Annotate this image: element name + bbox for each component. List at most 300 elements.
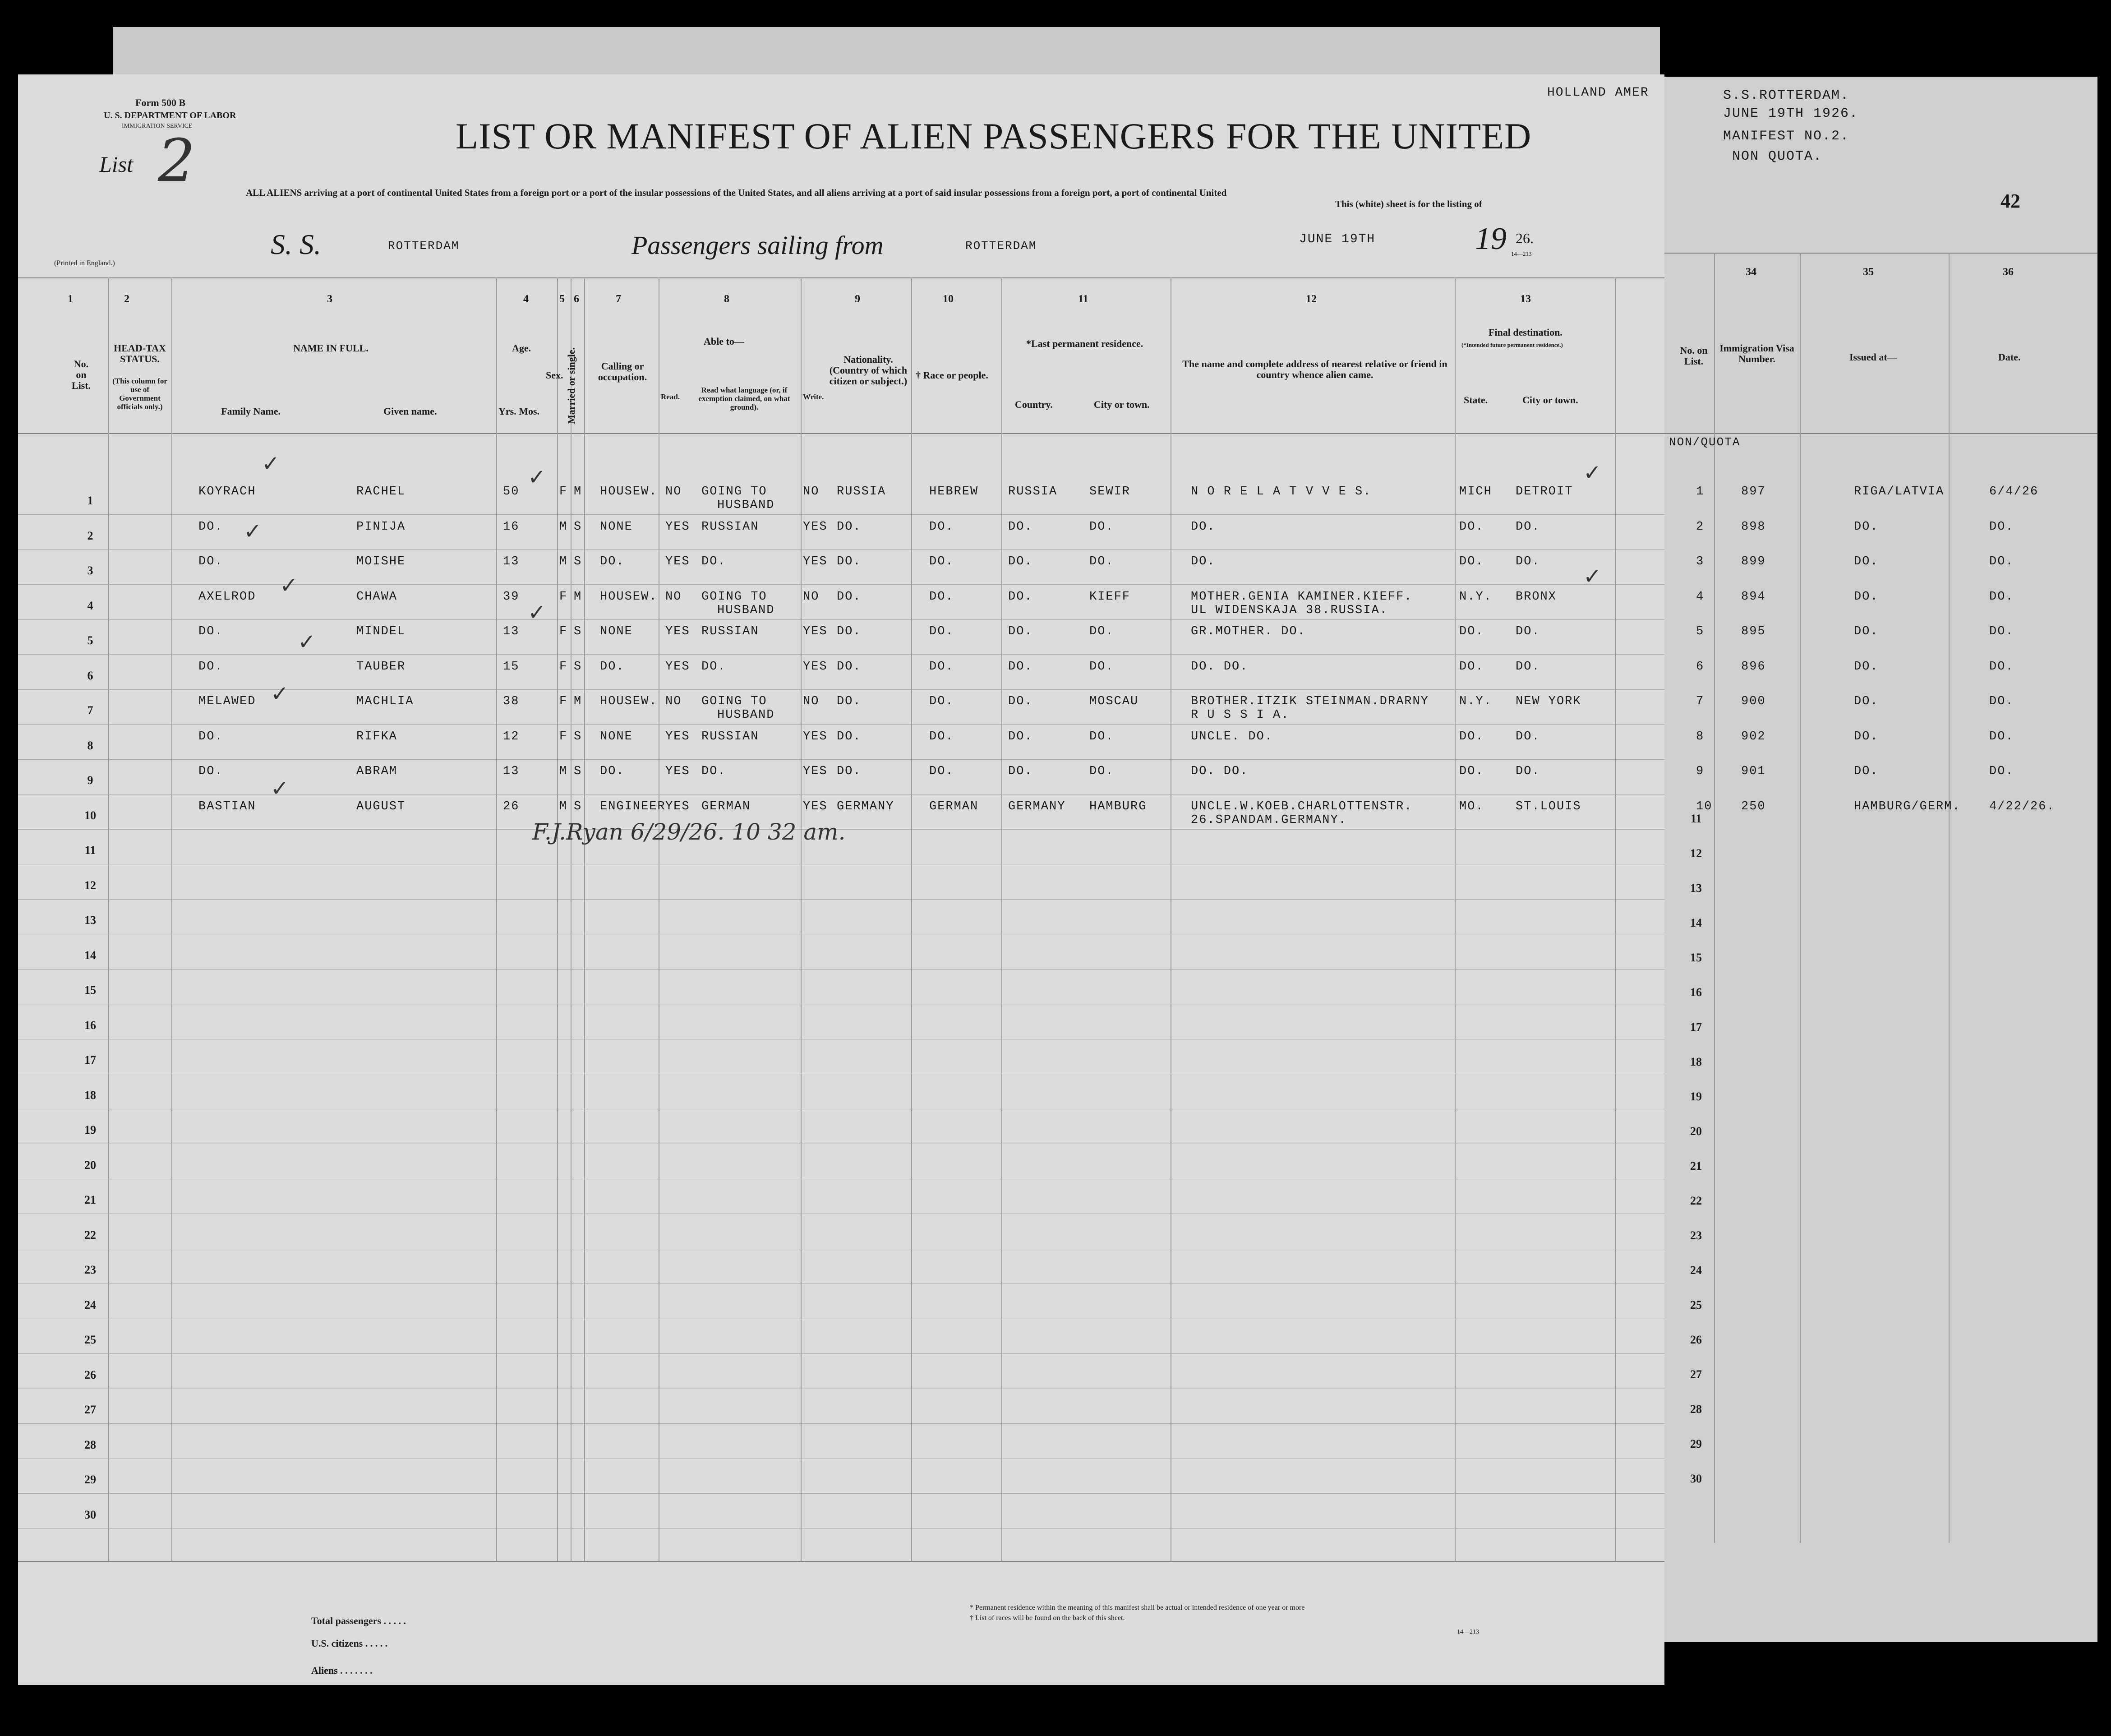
- non-quota-label: NON/QUOTA: [1669, 435, 1741, 449]
- dest-state: N.Y.: [1459, 590, 1492, 604]
- race: GERMAN: [929, 799, 979, 813]
- dest-city: DO.: [1516, 765, 1540, 778]
- row-number-right: 19: [1690, 1090, 1702, 1103]
- age: 50: [503, 485, 520, 499]
- dest-city: DO.: [1516, 660, 1540, 674]
- residence-city: DO.: [1089, 765, 1114, 778]
- col-divider: [1949, 253, 1950, 1543]
- visa-list-no: 6: [1696, 660, 1705, 674]
- relative-address: DO. DO.: [1191, 765, 1249, 778]
- row-number: 13: [84, 914, 96, 927]
- age: 15: [503, 660, 520, 674]
- dest-city: NEW YORK: [1516, 695, 1581, 708]
- sailing-label: Passengers sailing from: [631, 231, 884, 260]
- header-married: Married or single.: [566, 347, 577, 424]
- stamp-date: JUNE 19TH 1926.: [1723, 106, 1859, 121]
- issued-at: DO.: [1854, 765, 1879, 778]
- issued-at: DO.: [1854, 555, 1879, 568]
- age: 13: [503, 555, 520, 568]
- ship-name: ROTTERDAM: [388, 239, 460, 253]
- col-divider: [171, 277, 172, 1561]
- family-name: DO.: [198, 660, 223, 674]
- col-num: 35: [1863, 266, 1874, 278]
- row-number: 16: [84, 1018, 96, 1032]
- row-number: 15: [84, 983, 96, 997]
- stamp-ship: S.S.ROTTERDAM.: [1723, 88, 1850, 103]
- read: NO: [665, 485, 682, 499]
- check-mark: ✓: [271, 681, 289, 706]
- list-number: 2: [158, 126, 195, 195]
- visa-number: 894: [1741, 590, 1766, 604]
- row-number: 7: [87, 704, 93, 717]
- footer-aliens: Aliens . . . . . . .: [311, 1665, 373, 1676]
- row-number-right: 16: [1690, 986, 1702, 999]
- dest-city: DETROIT: [1516, 485, 1573, 499]
- read-language: RUSSIAN: [701, 520, 759, 534]
- visa-list-no: 5: [1696, 625, 1705, 638]
- form-number: Form 500 B: [135, 97, 186, 108]
- col-num: 7: [616, 293, 621, 305]
- read: NO: [665, 695, 682, 708]
- row-number: 5: [87, 634, 93, 647]
- visa-date: 4/22/26.: [1989, 799, 2055, 813]
- occupation: HOUSEW.: [600, 695, 658, 708]
- row-number-right: 21: [1690, 1159, 1702, 1173]
- row-number-right: 12: [1690, 847, 1702, 860]
- check-mark: ✓: [528, 465, 546, 490]
- given-name: CHAWA: [356, 590, 398, 604]
- col-divider: [1800, 253, 1801, 1543]
- col-divider: [571, 277, 572, 1561]
- residence-country: DO.: [1008, 520, 1033, 534]
- stamp-manifest: MANIFEST NO.2.: [1723, 129, 1850, 144]
- family-name: DO.: [198, 729, 223, 743]
- visa-list-no: 3: [1696, 555, 1705, 568]
- bureau: IMMIGRATION SERVICE: [122, 123, 193, 129]
- nationality: DO.: [837, 520, 862, 534]
- dest-state: N.Y.: [1459, 695, 1492, 708]
- visa-number: 902: [1741, 729, 1766, 743]
- relative-address: DO.: [1191, 555, 1216, 568]
- row-number-right: 14: [1690, 916, 1702, 929]
- header-name-in-full: NAME IN FULL.: [293, 342, 369, 354]
- marital-status: S: [574, 520, 582, 534]
- visa-list-no: 2: [1696, 520, 1705, 534]
- residence-city: SEWIR: [1089, 485, 1131, 499]
- dest-state: DO.: [1459, 660, 1484, 674]
- visa-list-no: 10: [1696, 799, 1713, 813]
- visa-number: 896: [1741, 660, 1766, 674]
- read: YES: [665, 520, 690, 534]
- race: DO.: [929, 590, 954, 604]
- issued-at: DO.: [1854, 520, 1879, 534]
- occupation: NONE: [600, 625, 633, 638]
- col-num: 8: [724, 293, 729, 305]
- row-rule: [18, 689, 1664, 690]
- read-language: DO.: [701, 765, 726, 778]
- visa-number: 250: [1741, 799, 1766, 813]
- dest-city: BRONX: [1516, 590, 1557, 604]
- residence-country: DO.: [1008, 765, 1033, 778]
- write: YES: [803, 555, 828, 568]
- read: YES: [665, 555, 690, 568]
- age: 16: [503, 520, 520, 534]
- col-num: 13: [1520, 293, 1531, 305]
- visa-list-no: 7: [1696, 695, 1705, 708]
- right-header-rule: [1664, 253, 2097, 254]
- residence-country: RUSSIA: [1008, 485, 1058, 499]
- header-final-dest-note: (*Intended future permanent residence.): [1461, 342, 1563, 348]
- header-visa-number: Immigration Visa Number.: [1719, 342, 1794, 365]
- footer-total: Total passengers . . . . .: [311, 1615, 406, 1626]
- write: YES: [803, 520, 828, 534]
- visa-date: DO.: [1989, 729, 2014, 743]
- nationality: DO.: [837, 625, 862, 638]
- header-sex: Sex.: [546, 369, 563, 381]
- row-number: 26: [84, 1368, 96, 1381]
- row-rule: [18, 514, 1664, 515]
- row-number: 21: [84, 1193, 96, 1206]
- given-name: TAUBER: [356, 660, 406, 674]
- residence-city: DO.: [1089, 520, 1114, 534]
- header-city-town-2: City or town.: [1522, 394, 1578, 406]
- header-able-to: Able to—: [704, 336, 744, 347]
- dest-city: ST.LOUIS: [1516, 799, 1581, 813]
- dest-state: DO.: [1459, 555, 1484, 568]
- sex: M: [559, 520, 568, 534]
- port-name: ROTTERDAM: [965, 239, 1037, 253]
- visa-sheet: [1664, 77, 2097, 1642]
- relative-address: UNCLE. DO.: [1191, 729, 1273, 743]
- row-number: 2: [87, 529, 93, 542]
- given-name: ABRAM: [356, 765, 398, 778]
- manifest-sheet: [18, 74, 1664, 1685]
- marital-status: S: [574, 555, 582, 568]
- footer-code: 14—213: [1457, 1629, 1479, 1635]
- occupation: NONE: [600, 520, 633, 534]
- row-number: 28: [84, 1438, 96, 1451]
- residence-city: DO.: [1089, 625, 1114, 638]
- row-rule: [18, 759, 1664, 760]
- col-divider: [801, 277, 802, 1561]
- age: 12: [503, 729, 520, 743]
- race: HEBREW: [929, 485, 979, 499]
- header-final-dest: Final destination.: [1489, 327, 1563, 338]
- dest-state: DO.: [1459, 729, 1484, 743]
- family-name: MELAWED: [198, 695, 256, 708]
- page-number: 42: [2000, 190, 2020, 212]
- header-date: Date.: [1998, 351, 2021, 363]
- nationality: DO.: [837, 765, 862, 778]
- header-calling: Calling or occupation.: [598, 360, 647, 383]
- relative-address: N O R E L A T V V E S.: [1191, 485, 1372, 499]
- header-relative: The name and complete address of nearest relative or friend in country whence alien came.: [1182, 358, 1447, 380]
- occupation: ENGINEER: [600, 799, 666, 813]
- row-number-right: 29: [1690, 1437, 1702, 1450]
- row-number: 22: [84, 1228, 96, 1242]
- row-number-right: 28: [1690, 1403, 1702, 1416]
- line-name: HOLLAND AMER: [1547, 86, 1649, 100]
- family-name: DO.: [198, 555, 223, 568]
- back-sheet: [113, 27, 1660, 81]
- visa-list-no: 9: [1696, 765, 1705, 778]
- issued-at: HAMBURG/GERM.: [1854, 799, 1961, 813]
- relative-address: DO. DO.: [1191, 660, 1249, 674]
- col-divider: [584, 277, 585, 1561]
- header-nationality: Nationality. (Country of which citizen or subject.): [829, 354, 908, 387]
- row-number: 9: [87, 774, 93, 787]
- given-name: MINDEL: [356, 625, 406, 638]
- marital-status: S: [574, 799, 582, 813]
- race: DO.: [929, 660, 954, 674]
- marital-status: S: [574, 729, 582, 743]
- read-language: DO.: [701, 555, 726, 568]
- row-rule: [18, 1493, 1664, 1494]
- visa-date: DO.: [1989, 590, 2014, 604]
- check-mark: ✓: [244, 519, 262, 544]
- race: DO.: [929, 695, 954, 708]
- check-mark: ✓: [271, 776, 289, 801]
- col-divider: [1001, 277, 1002, 1561]
- read: NO: [665, 590, 682, 604]
- issued-at: DO.: [1854, 625, 1879, 638]
- issued-at: DO.: [1854, 660, 1879, 674]
- marital-status: M: [574, 485, 582, 499]
- sex: M: [559, 799, 568, 813]
- header-head-tax: HEAD-TAX STATUS.: [114, 342, 166, 365]
- row-number-right: 20: [1690, 1125, 1702, 1138]
- read-language: GOING TO: [701, 590, 767, 604]
- form-code: 14—213: [1511, 250, 1532, 257]
- sex: F: [559, 590, 568, 604]
- col-num: 11: [1078, 293, 1088, 305]
- sex: F: [559, 485, 568, 499]
- dest-city: DO.: [1516, 729, 1540, 743]
- race: DO.: [929, 520, 954, 534]
- read-language: RUSSIAN: [701, 729, 759, 743]
- row-number-right: 17: [1690, 1020, 1702, 1034]
- visa-date: 6/4/26: [1989, 485, 2039, 499]
- row-number-right: 22: [1690, 1194, 1702, 1207]
- relative-address: UNCLE.W.KOEB.CHARLOTTENSTR.: [1191, 799, 1413, 813]
- visa-number: 895: [1741, 625, 1766, 638]
- header-country: Country.: [1015, 399, 1053, 410]
- age: 38: [503, 695, 520, 708]
- row-number-right: 30: [1690, 1472, 1702, 1485]
- marital-status: S: [574, 625, 582, 638]
- col-divider: [911, 277, 912, 1561]
- year-prefix: 19: [1475, 222, 1507, 256]
- write: YES: [803, 729, 828, 743]
- relative-address-2: 26.SPANDAM.GERMANY.: [1191, 813, 1347, 827]
- list-label: List: [99, 152, 134, 177]
- sex: M: [559, 555, 568, 568]
- row-rule: [18, 549, 1664, 550]
- footer-citizens: U.S. citizens . . . . .: [311, 1638, 388, 1649]
- dest-city: DO.: [1516, 625, 1540, 638]
- family-name: DO.: [198, 765, 223, 778]
- col-divider: [1615, 277, 1616, 1561]
- write: NO: [803, 590, 820, 604]
- header-yrs-mos: Yrs. Mos.: [498, 406, 540, 417]
- family-name: AXELROD: [198, 590, 256, 604]
- row-rule: [18, 1353, 1664, 1354]
- residence-country: DO.: [1008, 590, 1033, 604]
- header-rule: [18, 277, 1664, 278]
- col-num: 4: [523, 293, 529, 305]
- given-name: MOISHE: [356, 555, 406, 568]
- visa-number: 898: [1741, 520, 1766, 534]
- family-name: DO.: [198, 625, 223, 638]
- family-name: DO.: [198, 520, 223, 534]
- header-age: Age.: [512, 342, 531, 354]
- dest-state: DO.: [1459, 625, 1484, 638]
- year: 26.: [1516, 230, 1534, 246]
- row-number: 30: [84, 1508, 96, 1521]
- read-language: GOING TO: [701, 485, 767, 499]
- nationality: RUSSIA: [837, 485, 886, 499]
- dest-state: MO.: [1459, 799, 1484, 813]
- sailing-date: JUNE 19TH: [1299, 232, 1376, 246]
- col-num: 36: [2003, 266, 2014, 278]
- row-number: 27: [84, 1403, 96, 1416]
- row-rule: [18, 969, 1664, 970]
- read-language: DO.: [701, 660, 726, 674]
- visa-list-no: 8: [1696, 729, 1705, 743]
- row-rule: [18, 724, 1664, 725]
- issued-at: DO.: [1854, 729, 1879, 743]
- residence-country: DO.: [1008, 660, 1033, 674]
- nationality: DO.: [837, 729, 862, 743]
- visa-date: DO.: [1989, 625, 2014, 638]
- header-given-name: Given name.: [383, 406, 437, 417]
- header-write: Write.: [803, 392, 824, 401]
- nationality: GERMANY: [837, 799, 894, 813]
- col-num: 10: [943, 293, 954, 305]
- check-mark: ✓: [298, 629, 316, 655]
- row-rule: [18, 1423, 1664, 1424]
- sex: F: [559, 660, 568, 674]
- visa-number: 901: [1741, 765, 1766, 778]
- row-number: 8: [87, 739, 93, 752]
- row-number-right: 18: [1690, 1055, 1702, 1068]
- header-family-name: Family Name.: [221, 406, 281, 417]
- read: YES: [665, 729, 690, 743]
- col-divider: [1455, 277, 1456, 1561]
- col-num: 12: [1306, 293, 1317, 305]
- col-divider: [496, 277, 497, 1561]
- row-number-right: 25: [1690, 1298, 1702, 1311]
- given-name: AUGUST: [356, 799, 406, 813]
- visa-date: DO.: [1989, 555, 2014, 568]
- header-issued-at: Issued at—: [1849, 351, 1897, 363]
- sex: M: [559, 765, 568, 778]
- read-language: GERMAN: [701, 799, 751, 813]
- dest-state: DO.: [1459, 520, 1484, 534]
- given-name: MACHLIA: [356, 695, 414, 708]
- race: DO.: [929, 765, 954, 778]
- row-rule: [18, 899, 1664, 900]
- family-name: KOYRACH: [198, 485, 256, 499]
- col-num: 9: [855, 293, 860, 305]
- header-city-town: City or town.: [1094, 399, 1150, 410]
- col-num: 5: [559, 293, 565, 305]
- col-num: 2: [124, 293, 129, 305]
- header-last-residence: *Last permanent residence.: [1026, 338, 1143, 349]
- residence-city: KIEFF: [1089, 590, 1131, 604]
- occupation: NONE: [600, 729, 633, 743]
- write: YES: [803, 625, 828, 638]
- residence-city: HAMBURG: [1089, 799, 1147, 813]
- residence-city: DO.: [1089, 660, 1114, 674]
- given-name: RIFKA: [356, 729, 398, 743]
- header-head-tax-note: (This column for use of Government officials only.): [112, 377, 167, 411]
- col-divider: [108, 277, 109, 1561]
- row-number-right: 27: [1690, 1368, 1702, 1381]
- dest-city: DO.: [1516, 520, 1540, 534]
- row-number: 19: [84, 1123, 96, 1136]
- relative-address: BROTHER.ITZIK STEINMAN.DRARNY: [1191, 695, 1429, 708]
- check-mark: ✓: [1583, 460, 1602, 485]
- residence-country: DO.: [1008, 625, 1033, 638]
- check-mark: ✓: [262, 451, 280, 476]
- row-number: 10: [84, 808, 96, 822]
- sex: F: [559, 729, 568, 743]
- col-num: 34: [1746, 266, 1756, 278]
- race: DO.: [929, 625, 954, 638]
- row-number-right: 13: [1690, 882, 1702, 895]
- write: YES: [803, 765, 828, 778]
- relative-address-2: UL WIDENSKAJA 38.RUSSIA.: [1191, 603, 1388, 617]
- sex: F: [559, 695, 568, 708]
- header-read: Read.: [661, 392, 680, 401]
- col-num: 1: [68, 293, 73, 305]
- inspector-signature: F.J.Ryan 6/29/26. 10 32 am.: [532, 819, 846, 845]
- read: YES: [665, 765, 690, 778]
- race: DO.: [929, 729, 954, 743]
- marital-status: M: [574, 590, 582, 604]
- occupation: DO.: [600, 660, 625, 674]
- row-rule: [18, 619, 1664, 620]
- footer-note-2: † List of races will be found on the back of this sheet.: [970, 1614, 1125, 1622]
- visa-number: 897: [1741, 485, 1766, 499]
- row-number: 17: [84, 1053, 96, 1067]
- row-number: 23: [84, 1263, 96, 1276]
- residence-city: DO.: [1089, 729, 1114, 743]
- row-number-right: 15: [1690, 951, 1702, 964]
- issued-at: RIGA/LATVIA: [1854, 485, 1945, 499]
- visa-date: DO.: [1989, 520, 2014, 534]
- age: 26: [503, 799, 520, 813]
- check-mark: ✓: [1583, 564, 1602, 589]
- read-language: GOING TO: [701, 695, 767, 708]
- manifest-subtitle: ALL ALIENS arriving at a port of continental United States from a foreign port or a port of the insular possessions of the United States, and all aliens arriving at a port of said insular possessions from a foreign port, a port of continental United: [246, 187, 1227, 198]
- visa-date: DO.: [1989, 765, 2014, 778]
- race: DO.: [929, 555, 954, 568]
- row-number: 29: [84, 1473, 96, 1486]
- write: YES: [803, 799, 828, 813]
- stamp-quota: NON QUOTA.: [1732, 149, 1823, 164]
- occupation: HOUSEW.: [600, 590, 658, 604]
- col-num: 6: [574, 293, 579, 305]
- row-number-right: 11: [1690, 812, 1702, 825]
- sex: F: [559, 625, 568, 638]
- write: NO: [803, 485, 820, 499]
- row-number: 24: [84, 1298, 96, 1311]
- write: NO: [803, 695, 820, 708]
- ss-label: S. S.: [271, 228, 321, 260]
- read: YES: [665, 625, 690, 638]
